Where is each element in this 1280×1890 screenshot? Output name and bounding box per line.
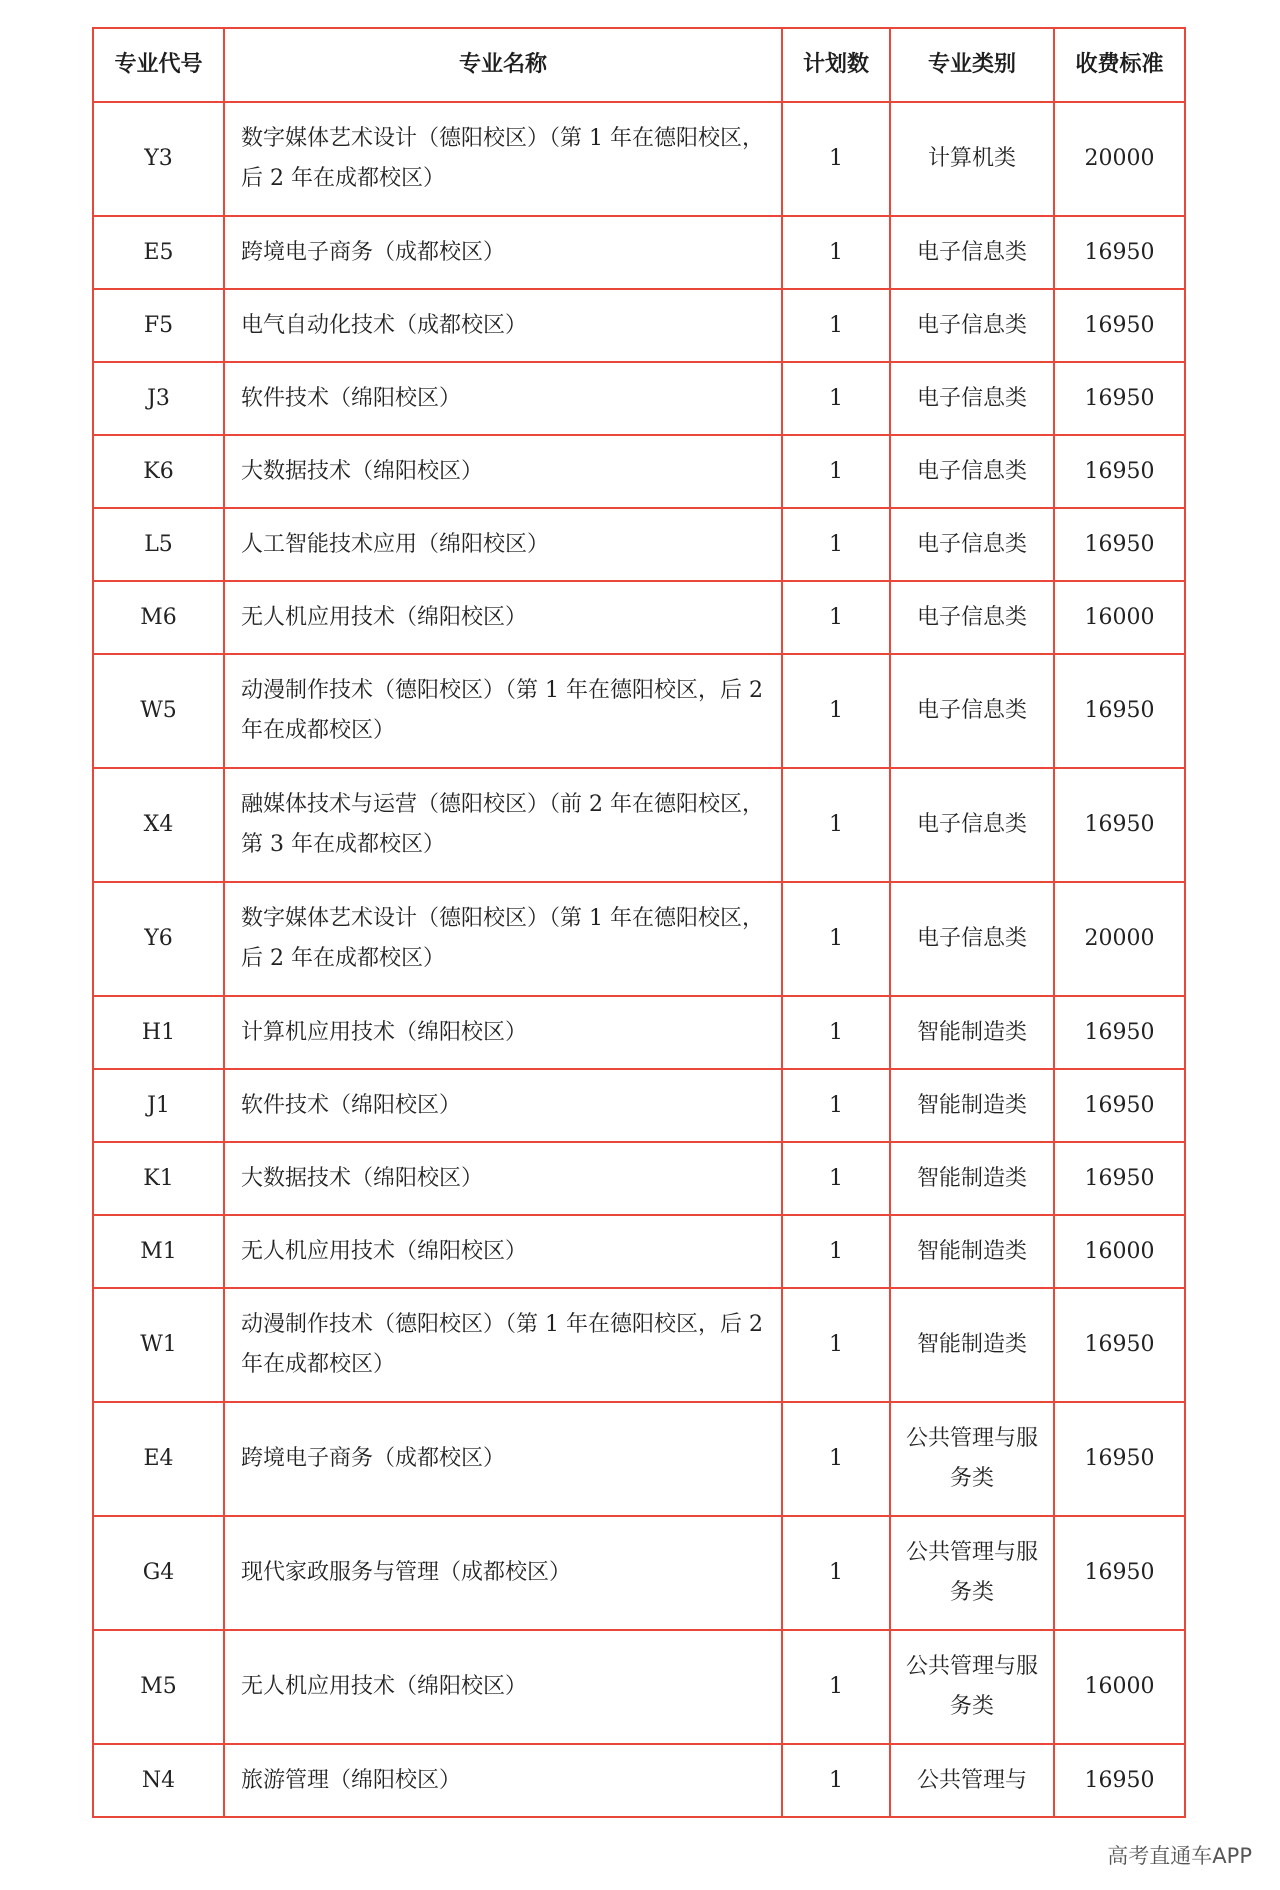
cell-fee: 16950: [1054, 996, 1185, 1069]
cell-category: 电子信息类: [890, 362, 1054, 435]
cell-fee: 16950: [1054, 362, 1185, 435]
cell-code: Y6: [93, 882, 224, 996]
cell-plan: 1: [782, 102, 890, 216]
cell-code: W5: [93, 654, 224, 768]
cell-fee: 16950: [1054, 768, 1185, 882]
cell-fee: 16950: [1054, 435, 1185, 508]
table-row: [93, 289, 1185, 362]
cell-category: 公共管理与服务类: [890, 1402, 1054, 1516]
cell-code: F5: [93, 289, 224, 362]
cell-name: 跨境电子商务（成都校区）: [224, 216, 782, 289]
table-row: [93, 435, 1185, 508]
cell-name: 动漫制作技术（德阳校区）（第 1 年在德阳校区，后 2 年在成都校区）: [224, 1288, 782, 1402]
cell-plan: 1: [782, 1142, 890, 1215]
table-row: [93, 508, 1185, 581]
cell-name: 动漫制作技术（德阳校区）（第 1 年在德阳校区，后 2 年在成都校区）: [224, 654, 782, 768]
table-row: [93, 1744, 1185, 1817]
cell-code: M6: [93, 581, 224, 654]
cell-plan: 1: [782, 1630, 890, 1744]
table-row: [93, 882, 1185, 996]
cell-fee: 16000: [1054, 1215, 1185, 1288]
cell-code: G4: [93, 1516, 224, 1630]
cell-code: E4: [93, 1402, 224, 1516]
cell-category: 智能制造类: [890, 1288, 1054, 1402]
cell-code: L5: [93, 508, 224, 581]
cell-code: Y3: [93, 102, 224, 216]
cell-category: 电子信息类: [890, 882, 1054, 996]
cell-category: 公共管理与服务类: [890, 1516, 1054, 1630]
cell-name: 软件技术（绵阳校区）: [224, 1069, 782, 1142]
cell-fee: 16950: [1054, 216, 1185, 289]
table-row: [93, 581, 1185, 654]
cell-name: 计算机应用技术（绵阳校区）: [224, 996, 782, 1069]
cell-category: 电子信息类: [890, 289, 1054, 362]
cell-code: X4: [93, 768, 224, 882]
cell-plan: 1: [782, 768, 890, 882]
watermark-text: 高考直通车APP: [1107, 1844, 1252, 1868]
cell-code: J1: [93, 1069, 224, 1142]
cell-code: M5: [93, 1630, 224, 1744]
cell-name: 无人机应用技术（绵阳校区）: [224, 1215, 782, 1288]
cell-plan: 1: [782, 996, 890, 1069]
cell-category: 智能制造类: [890, 1142, 1054, 1215]
cell-name: 电气自动化技术（成都校区）: [224, 289, 782, 362]
cell-code: H1: [93, 996, 224, 1069]
cell-name: 数字媒体艺术设计（德阳校区）（第 1 年在德阳校区，后 2 年在成都校区）: [224, 882, 782, 996]
table-row: [93, 1288, 1185, 1402]
cell-category: 公共管理与: [890, 1744, 1054, 1817]
cell-fee: 16950: [1054, 289, 1185, 362]
cell-name: 软件技术（绵阳校区）: [224, 362, 782, 435]
table-row: [93, 1402, 1185, 1516]
table-row: [93, 768, 1185, 882]
header-code: 专业代号: [93, 28, 224, 102]
cell-plan: 1: [782, 1516, 890, 1630]
cell-fee: 16950: [1054, 1402, 1185, 1516]
table-row: [93, 1516, 1185, 1630]
cell-plan: 1: [782, 581, 890, 654]
cell-name: 大数据技术（绵阳校区）: [224, 435, 782, 508]
cell-plan: 1: [782, 654, 890, 768]
table-row: [93, 102, 1185, 216]
cell-category: 电子信息类: [890, 768, 1054, 882]
cell-fee: 16950: [1054, 1288, 1185, 1402]
cell-category: 智能制造类: [890, 1215, 1054, 1288]
cell-plan: 1: [782, 216, 890, 289]
cell-name: 旅游管理（绵阳校区）: [224, 1744, 782, 1817]
cell-category: 电子信息类: [890, 216, 1054, 289]
table-row: [93, 1069, 1185, 1142]
cell-code: N4: [93, 1744, 224, 1817]
header-category: 专业类别: [890, 28, 1054, 102]
table-row: [93, 1142, 1185, 1215]
cell-name: 融媒体技术与运营（德阳校区）（前 2 年在德阳校区，第 3 年在成都校区）: [224, 768, 782, 882]
table-row: [93, 1630, 1185, 1744]
cell-fee: 16950: [1054, 1516, 1185, 1630]
cell-plan: 1: [782, 362, 890, 435]
cell-category: 电子信息类: [890, 654, 1054, 768]
cell-category: 电子信息类: [890, 435, 1054, 508]
cell-plan: 1: [782, 1288, 890, 1402]
cell-fee: 16950: [1054, 654, 1185, 768]
header-name: 专业名称: [224, 28, 782, 102]
cell-category: 电子信息类: [890, 581, 1054, 654]
cell-code: E5: [93, 216, 224, 289]
cell-fee: 16950: [1054, 1744, 1185, 1817]
header-plan: 计划数: [782, 28, 890, 102]
table-row: [93, 654, 1185, 768]
header-fee: 收费标准: [1054, 28, 1185, 102]
cell-plan: 1: [782, 1402, 890, 1516]
cell-fee: 20000: [1054, 882, 1185, 996]
cell-fee: 16950: [1054, 1069, 1185, 1142]
cell-category: 电子信息类: [890, 508, 1054, 581]
cell-category: 公共管理与服务类: [890, 1630, 1054, 1744]
table-row: [93, 996, 1185, 1069]
table-row: [93, 362, 1185, 435]
cell-name: 跨境电子商务（成都校区）: [224, 1402, 782, 1516]
cell-plan: 1: [782, 1069, 890, 1142]
table-header-row: [93, 28, 1185, 102]
cell-fee: 20000: [1054, 102, 1185, 216]
cell-name: 无人机应用技术（绵阳校区）: [224, 1630, 782, 1744]
cell-category: 智能制造类: [890, 996, 1054, 1069]
table-row: [93, 216, 1185, 289]
cell-name: 人工智能技术应用（绵阳校区）: [224, 508, 782, 581]
cell-plan: 1: [782, 1215, 890, 1288]
cell-category: 智能制造类: [890, 1069, 1054, 1142]
cell-fee: 16000: [1054, 581, 1185, 654]
cell-name: 数字媒体艺术设计（德阳校区）（第 1 年在德阳校区，后 2 年在成都校区）: [224, 102, 782, 216]
cell-code: K1: [93, 1142, 224, 1215]
major-table: [92, 27, 1186, 1818]
cell-fee: 16950: [1054, 508, 1185, 581]
cell-code: J3: [93, 362, 224, 435]
cell-category: 计算机类: [890, 102, 1054, 216]
cell-name: 大数据技术（绵阳校区）: [224, 1142, 782, 1215]
cell-name: 无人机应用技术（绵阳校区）: [224, 581, 782, 654]
cell-plan: 1: [782, 508, 890, 581]
cell-plan: 1: [782, 289, 890, 362]
table-row: [93, 1215, 1185, 1288]
cell-code: M1: [93, 1215, 224, 1288]
cell-name: 现代家政服务与管理（成都校区）: [224, 1516, 782, 1630]
cell-fee: 16950: [1054, 1142, 1185, 1215]
cell-plan: 1: [782, 1744, 890, 1817]
cell-code: K6: [93, 435, 224, 508]
cell-plan: 1: [782, 435, 890, 508]
cell-plan: 1: [782, 882, 890, 996]
cell-fee: 16000: [1054, 1630, 1185, 1744]
cell-code: W1: [93, 1288, 224, 1402]
